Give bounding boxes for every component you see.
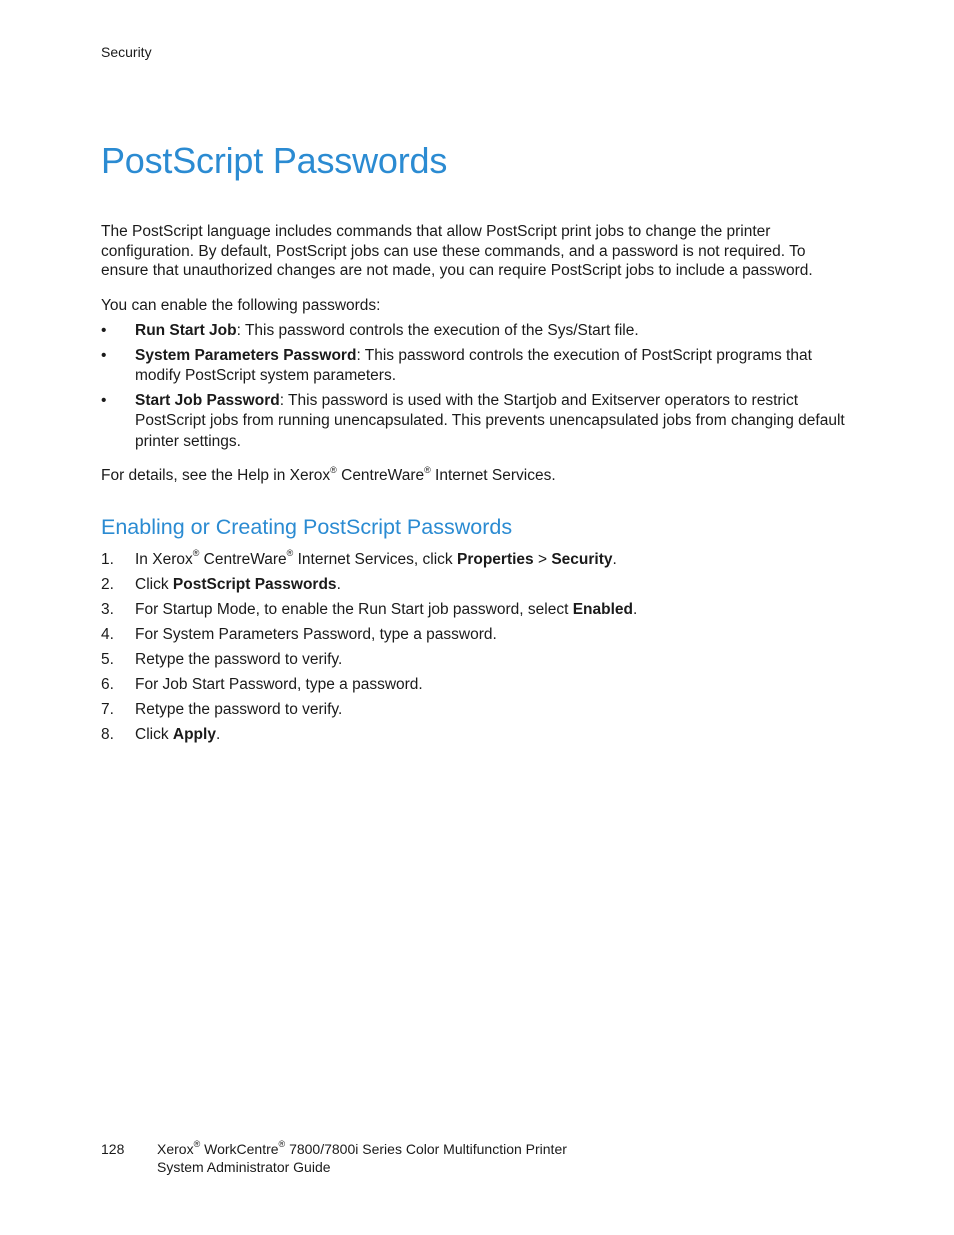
step-bold: Enabled: [572, 600, 633, 618]
registered-mark: ®: [278, 1139, 286, 1150]
page-title: PostScript Passwords: [101, 140, 448, 181]
document-title: [157, 1140, 567, 1176]
step-text: Click: [135, 575, 173, 593]
list-item-text: : This password controls the execution of the Sys/Start file.: [236, 322, 639, 339]
footer-line-1: [157, 1140, 567, 1158]
list-item: [101, 321, 846, 342]
step-bold: Apply: [172, 725, 216, 743]
step-text: .: [215, 725, 221, 743]
step-text: Internet Services, click: [293, 550, 457, 568]
step-text: .: [632, 600, 638, 618]
step-text: >: [533, 550, 552, 568]
footer-text: 7800/7800i Series Color Multifunction Printer: [285, 1141, 567, 1157]
step-item: [101, 725, 846, 745]
step-item: [101, 600, 846, 620]
details-text: For details, see the Help in Xerox: [101, 467, 331, 484]
step-number: 5.: [101, 650, 114, 668]
intro-paragraph: The PostScript language includes commands that allow PostScript print jobs to change the printer configuration. By default, PostScript jobs can use these commands, and a password is not required. To ensure that unauthorized changes are not made, you can require PostScript jobs to include a password.: [101, 223, 813, 279]
step-bold: Security: [551, 550, 613, 568]
step-item: [101, 700, 846, 720]
footer-text: WorkCentre: [200, 1141, 279, 1157]
list-item-term: Start Job Password: [135, 391, 280, 409]
step-item: [101, 575, 846, 595]
step-text: .: [336, 575, 341, 593]
step-text: Click: [135, 725, 173, 743]
list-item-text: : This password controls the execution of PostScript programs that modify PostScript system parameters.: [135, 346, 812, 384]
password-list: [101, 321, 846, 452]
list-item-term: System Parameters Password: [135, 346, 357, 364]
step-number: 8.: [101, 725, 114, 743]
bullet-icon: •: [101, 346, 107, 364]
details-paragraph: [101, 466, 846, 486]
registered-mark: ®: [193, 1139, 201, 1150]
step-text: For System Parameters Password, type a password.: [135, 625, 497, 643]
step-text: In Xerox: [135, 550, 193, 568]
step-item: [101, 650, 846, 670]
section-heading: Enabling or Creating PostScript Passwords: [101, 514, 513, 539]
step-number: 1.: [101, 550, 114, 568]
bullet-icon: •: [101, 322, 107, 339]
list-item-text: : This password is used with the Startjob and Exitserver operators to restrict PostScript jobs from running unencapsulated. This prevents unencapsulated jobs from changing default printer settings.: [135, 391, 845, 450]
list-item: [101, 391, 846, 453]
page-number: 128: [101, 1141, 125, 1157]
steps-list: [101, 550, 846, 745]
list-item-term: Run Start Job: [135, 322, 237, 339]
step-item: [101, 625, 846, 645]
step-number: 3.: [101, 600, 114, 618]
registered-mark: ®: [330, 464, 337, 475]
step-number: 7.: [101, 700, 114, 718]
page-content: [101, 222, 846, 750]
step-item: [101, 550, 846, 570]
registered-mark: ®: [192, 548, 200, 559]
registered-mark: ®: [286, 548, 294, 559]
list-lead: You can enable the following passwords:: [101, 296, 381, 314]
step-item: [101, 675, 846, 695]
step-number: 2.: [101, 575, 114, 593]
details-text: CentreWare: [336, 467, 425, 484]
step-bold: PostScript Passwords: [172, 575, 337, 593]
step-text: Retype the password to verify.: [135, 700, 343, 718]
step-number: 4.: [101, 625, 114, 643]
step-number: 6.: [101, 675, 114, 693]
footer-text: Xerox: [157, 1141, 194, 1157]
bullet-icon: •: [101, 391, 107, 409]
step-text: CentreWare: [199, 550, 287, 568]
details-text: Internet Services.: [430, 467, 556, 484]
running-header: Security: [101, 44, 152, 60]
step-text: .: [612, 550, 617, 568]
step-text: For Startup Mode, to enable the Run Start job password, select: [135, 600, 573, 618]
footer-line-2: System Administrator Guide: [157, 1159, 331, 1175]
step-bold: Properties: [456, 550, 534, 568]
list-item: [101, 346, 846, 387]
step-text: Retype the password to verify.: [135, 650, 343, 668]
registered-mark: ®: [424, 464, 431, 475]
step-text: For Job Start Password, type a password.: [135, 675, 423, 693]
